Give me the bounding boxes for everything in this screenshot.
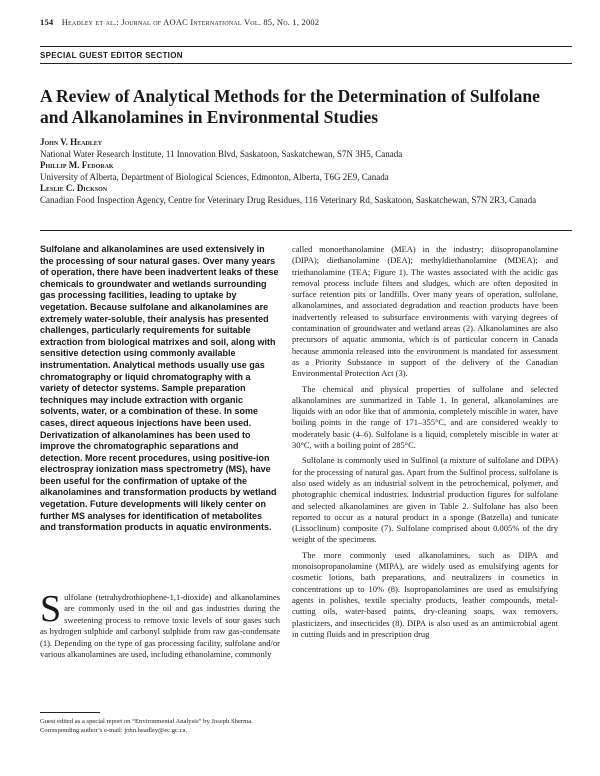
author-affiliation: University of Alberta, Department of Biological Sciences, Edmonton, Alberta, T6G 2E9, Canada — [40, 171, 389, 182]
section-rule — [40, 63, 572, 64]
intro-paragraph — [40, 588, 280, 660]
section-label: SPECIAL GUEST EDITOR SECTION — [40, 51, 183, 60]
author-name: Leslie C. Dickson — [40, 183, 108, 193]
author-affiliation: Canadian Food Inspection Agency, Centre for Veterinary Drug Residues, 116 Veterinary Rd, Saskatoon, Saskatchewan, S7N 2R3, Canada — [40, 194, 537, 205]
article-title: A Review of Analytical Methods for the Determination of Sulfolane and Alkanolamines in Environmental Studies — [40, 86, 540, 127]
body-paragraph: Sulfolane is commonly used in Sulfinol (a mixture of sulfolane and DIPA) for the processing of natural gas. Apart from the Sulfinol process, sulfolane is also used widely as an industrial solvent in the petrochemical, polymer, and photographic chemical industries. Industrial production figures for sulfolane and selected alkanolamines are given in Table 2. Sulfolane has also been reported to occur as a natural product in a sponge (Batzella) and tunicate (Lissoclinum) composite (7). Sulfolane comprised about 0.005% of the dry weight of the specimens. — [292, 455, 558, 545]
page-number: 154 — [40, 17, 54, 27]
author-name: John V. Headley — [40, 137, 103, 147]
top-rule — [40, 46, 572, 47]
author-name: Phillip M. Fedorak — [40, 160, 114, 170]
footnote-corresponding-author: Corresponding author’s e-mail: john.headley@ec.gc.ca. — [40, 726, 188, 734]
body-paragraph: The more commonly used alkanolamines, such as DIPA and monoisopropanolamine (MIPA), are widely used as emulsifying agents for cosmetic lotions, bath preparations, and neutralizers in cosmetics in concentrations up to 10% (8). Isopropanolamines are used as emulsifying agents in polishes, textile specialty products, leather compounds, metal-cutting oils, water-based paints, dry-cleaning soaps, wax removers, plasticizers, and insecticides (8). DIPA is also used as an antimicrobial agent in cutting fluids and in prescription drug — [292, 549, 558, 639]
abstract: Sulfolane and alkanolamines are used extensively in the processing of sour natural gases. Over many years of operation, there have been inadvertent leaks of these chemicals to groundwater and wetlands surrounding gas processing facilities, leading to uptake by vegetation. Because sulfolane and alkanolamines are extremely water-soluble, their analysis has presented challenges, particularly requirements for suitable extraction from biological matrixes and soil, along with sensitive detection using commonly available instrumentation. Analytical methods usually use gas chromatography or liquid chromatography with a variety of detector systems. Sample preparation techniques may include extraction with organic solvents, water, or a combination of these. In some cases, direct aqueous injections have been used. Derivatization of alkanolamines has been used to improve the chromatographic separations and detection. More recent procedures, using positive-ion electrospray ionization mass spectrometry (MS), have been useful for the confirmation of uptake of the alkanolamines and transformation products by wetland vegetation. Future developments will likely center on further MS analyses for identification of metabolites and transformation products in aquatic environments. — [40, 244, 279, 533]
author-affiliation: National Water Research Institute, 11 Innovation Blvd, Saskatoon, Saskatchewan, S7N 3H5, Canada — [40, 148, 403, 159]
footnote-rule — [40, 712, 100, 713]
running-head-text: Headley et al.: Journal of AOAC International Vol. 85, No. 1, 2002 — [61, 17, 320, 27]
footnotes — [40, 718, 280, 735]
footnote-guest-editor: Guest edited as a special report on “Environmental Analysis” by Joseph Sherma. — [40, 718, 253, 725]
body-paragraph: called monoethanolamine (MEA) in the industry; diisopropanolamine (DIPA); diethanolamine (DEA); methyldiethanolamine (MDEA); and triethanolamine (TEA; Figure 1). The wastes associated with the acidic gas removal process include filters and sludges, which are often deposited in surface retention pits or landfills. Over many years of operation, sulfolane, alkanolamines, and associated degradation and reaction products have been inadvertently released to subsurface environments with varying degrees of contamination of groundwater and wetland areas (2). Alkanolamines are also precursors of aquatic ammonia, which is of particular concern in Canada because ammonia released into the environment is mandated for assessment as a Priority Substance in support of the delivery of the Canadian Environmental Protection Act (3). — [292, 244, 558, 379]
drop-cap: S — [40, 588, 62, 630]
running-head — [40, 17, 319, 27]
body-paragraph: The chemical and physical properties of sulfolane and selected alkanolamines are summarized in Table 1. In general, alkanolamines are liquids with an odor like that of ammonia, completely miscible in water, have boiling points in the range of 171–355°C, and are considered weakly to moderately basic (4–6). Sulfolane is a liquid, completely miscible in water at 30°C, with a boiling point of 285°C. — [292, 383, 558, 451]
author-block — [40, 137, 580, 206]
intro-text: ulfolane (tetrahydrothiophene-1,1-dioxide) and alkanolamines are commonly used in the oil and gas industries during the sweetening process to remove toxic levels of sour gases such as hydrogen sulphide and carbonyl sulphide from raw gas-condensate (1). Depending on the type of gas processing facility, sulfolane and/or various alkanolamines are used, including ethanolamine, commonly — [40, 592, 280, 660]
right-column — [292, 244, 558, 644]
header-bottom-rule — [40, 230, 572, 231]
